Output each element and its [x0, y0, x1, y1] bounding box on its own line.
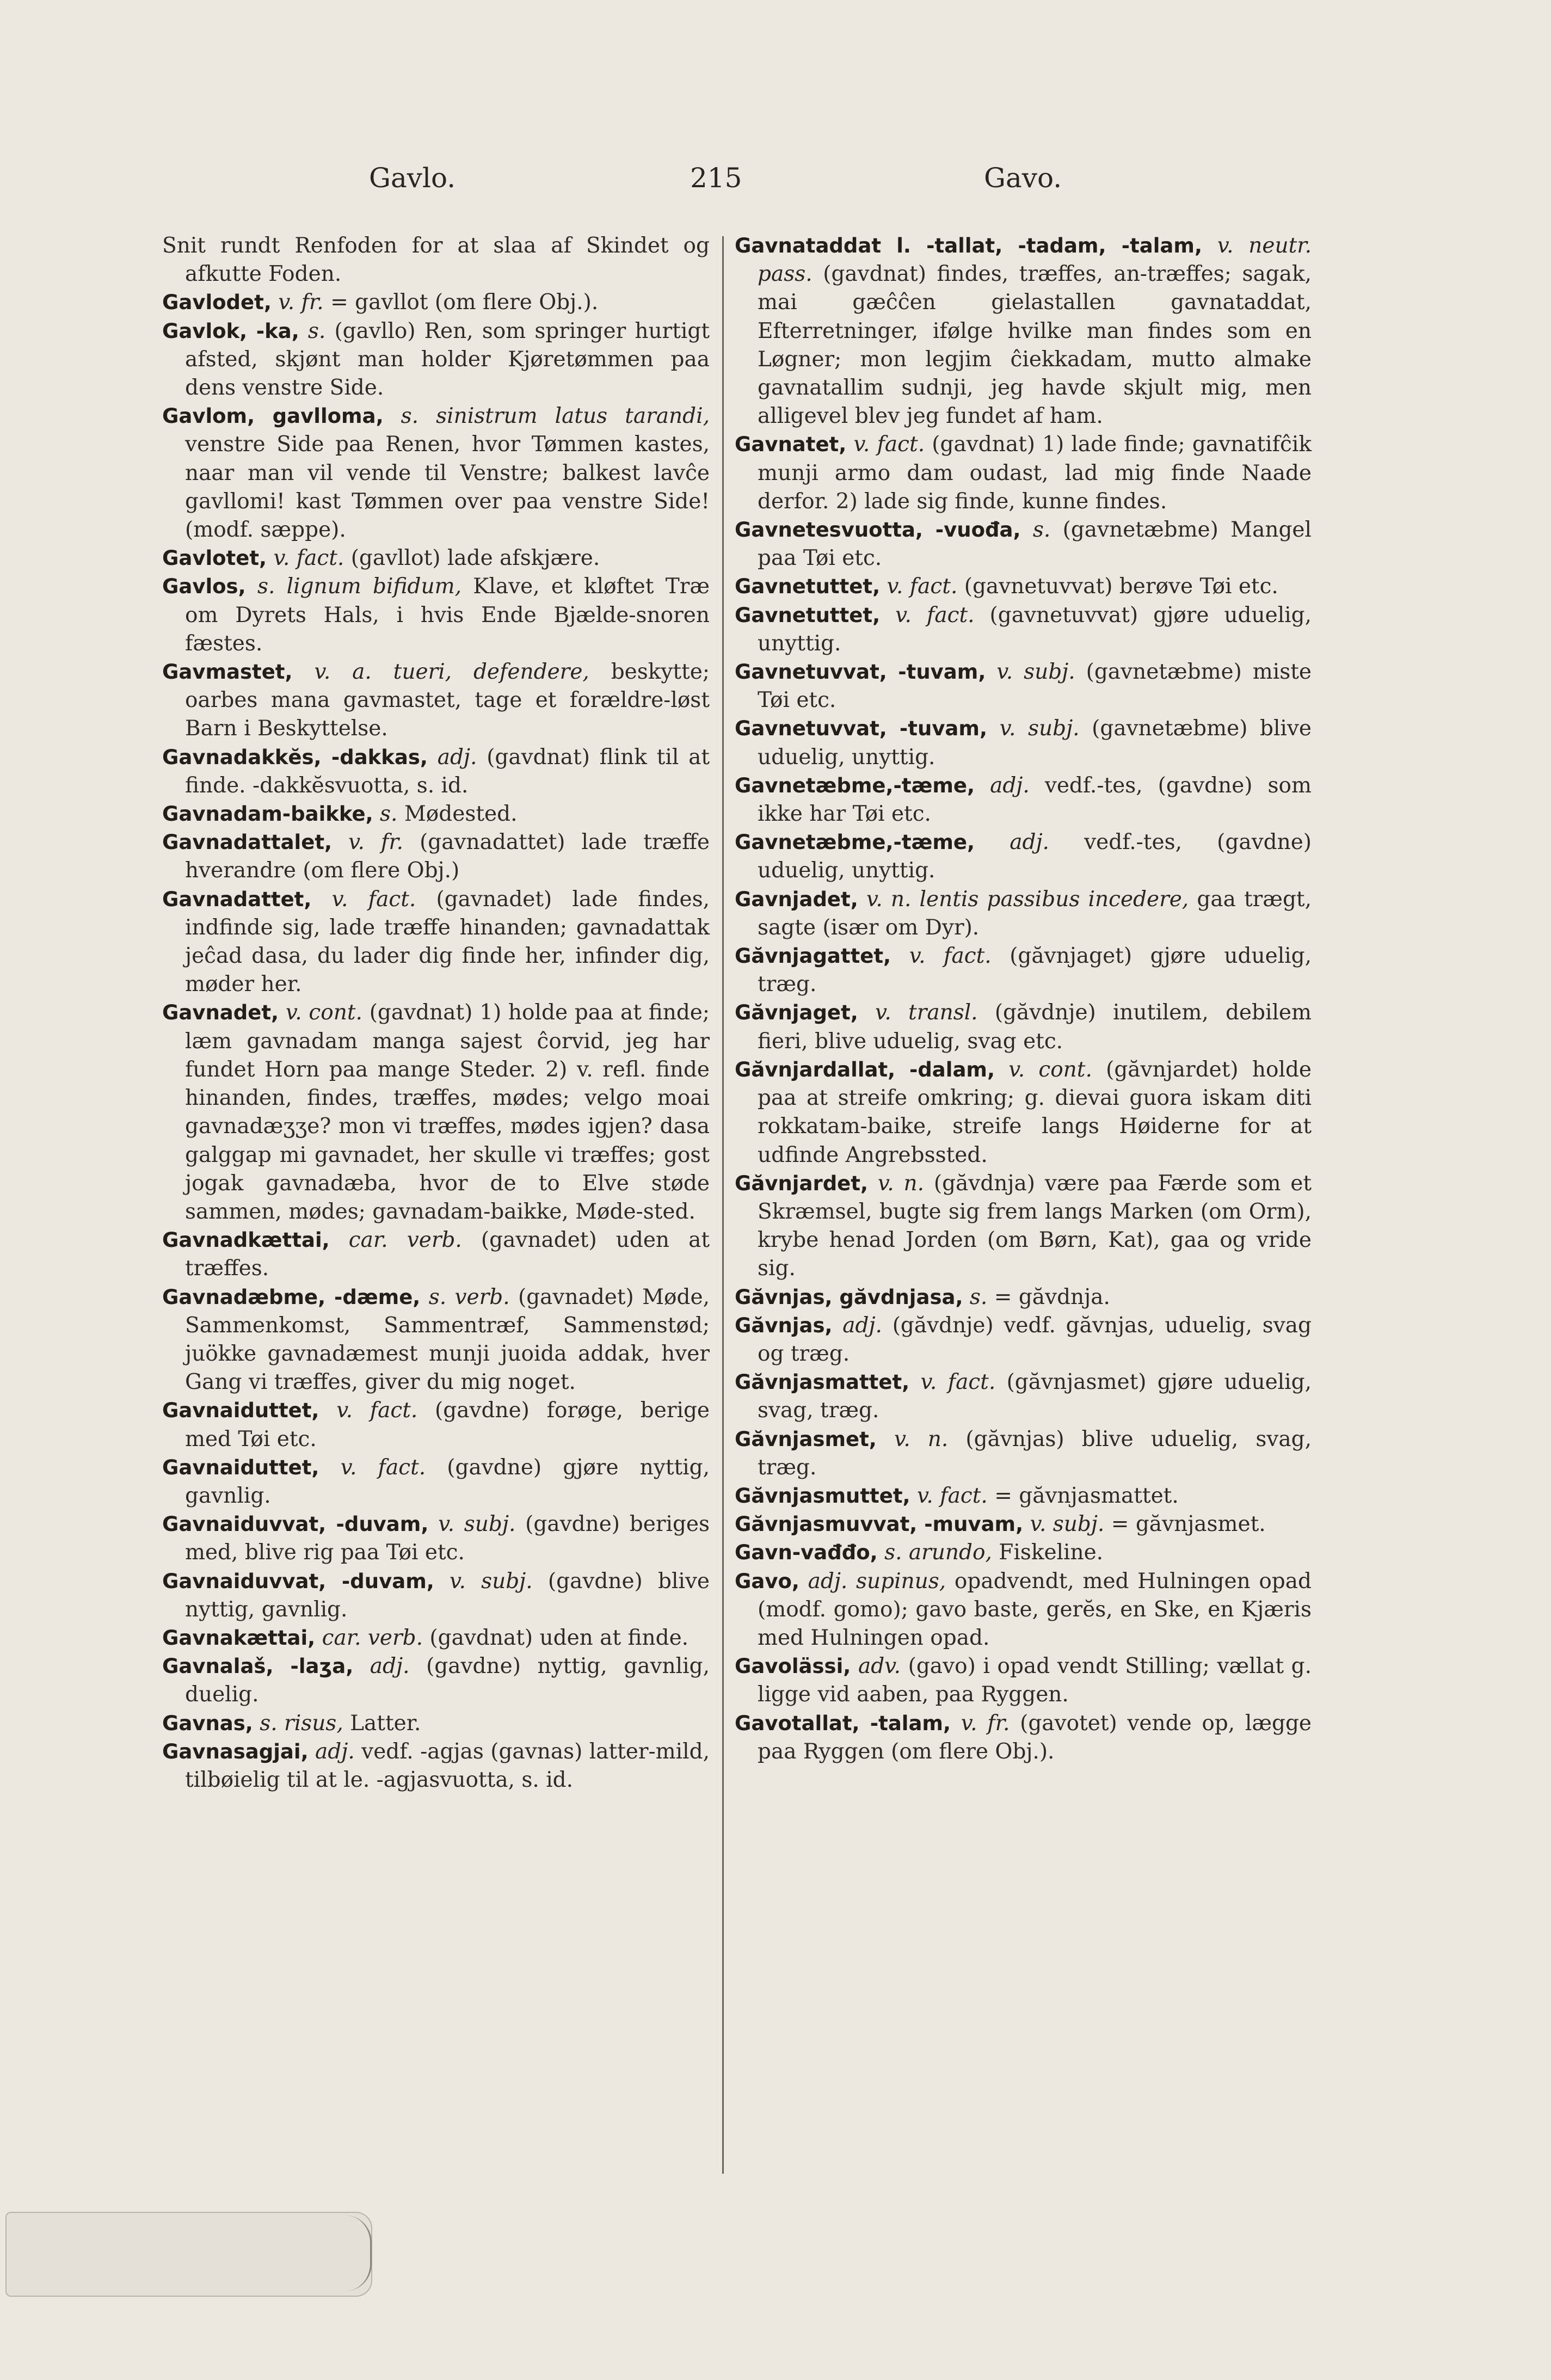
dictionary-entry — [735, 516, 1312, 573]
entry-headword: Găvnjasmattet, — [735, 1370, 910, 1394]
dictionary-entry — [162, 658, 710, 743]
entry-headword: Găvnjaget, — [735, 1001, 858, 1025]
entry-definition: vedf. -agjas (gavnas) latter-mild, tilbøielig til at le. -agjasvuotta, s. id. — [185, 1739, 710, 1792]
entry-headword: Găvnjasmet, — [735, 1427, 877, 1451]
entry-grammar: s. arundo, — [884, 1540, 992, 1565]
entry-definition: (gavdne) nyttig, gavnlig, duelig. — [185, 1654, 710, 1707]
label-bracket — [337, 2215, 372, 2291]
entry-definition: (gavnetæbme) blive uduelig, unyttig. — [758, 716, 1312, 770]
entry-grammar: s. — [969, 1284, 988, 1309]
entry-headword: Gavlotet, — [162, 546, 267, 570]
entry-grammar: v. fact. — [887, 574, 958, 599]
entry-grammar: s. lignum bifidum, — [257, 574, 461, 599]
entry-headword: Gavnasagjai, — [162, 1739, 309, 1763]
entry-grammar: v. fact. — [916, 1483, 988, 1508]
dictionary-entry — [735, 1368, 1312, 1425]
dictionary-entry — [735, 431, 1312, 516]
entry-grammar: adj. supinus, — [808, 1569, 946, 1594]
dictionary-entry — [162, 544, 710, 573]
dictionary-entry — [162, 573, 710, 658]
dictionary-entry — [162, 1652, 710, 1709]
entry-headword: Gavnetesvuotta, -vuođa, — [735, 518, 1021, 542]
entry-grammar: v. transl. — [875, 1000, 978, 1025]
entry-headword: Găvnjagattet, — [735, 944, 891, 968]
entry-headword: Gavnadkættai, — [162, 1228, 330, 1252]
entry-definition: (gavnadet) uden at træffes. — [185, 1228, 710, 1281]
entry-definition: gaa trægt, sagte (især om Dyr). — [758, 887, 1312, 940]
entry-definition: (gavo) i opad vendt Stilling; vællat g. ligge vid aaben, paa Ryggen. — [758, 1654, 1312, 1707]
library-label-stamp — [5, 2212, 372, 2297]
entry-definition: (gavnetuvvat) berøve Tøi etc. — [964, 574, 1278, 599]
entry-grammar: v. cont. — [1008, 1057, 1092, 1082]
entry-headword: Gavlom, gavlloma, — [162, 404, 384, 428]
entry-grammar: v. a. tueri, defendere, — [314, 660, 589, 685]
entry-headword: Gavnaiduvvat, -duvam, — [162, 1512, 429, 1536]
entry-definition: (gavnadet) Møde, Sammenkomst, Sammentræf, Sammenstød; juökke gavnadæmest munji juoida addak, hver Gang vi træffes, giver du mig noget. — [185, 1284, 710, 1395]
column-divider — [722, 236, 724, 2174]
entry-definition: (gavdnat) flink til at finde. -dakkĕsvuotta, s. id. — [185, 745, 710, 798]
entry-definition: (gavdnat) findes, træffes, an-træffes; sagak, mai gæĉĉen gielastallen gavnataddat, Efterretninger, ifølge hvilke man findes som en Løgner; mon legjim ĉiekkadam, mutto almake gavnatallim sudnji, jeg havde skjult mig, men alligevel blev jeg fundet af ham. — [758, 262, 1312, 429]
entry-grammar: v. fact. — [331, 887, 416, 912]
entry-headword: Gavnaiduvvat, -duvam, — [162, 1569, 434, 1593]
entry-definition: (gavdnat) 1) lade finde; gavnatifĉik munji armo dam oudast, lad mig finde Naade derfor. 2) lade sig finde, kunne findes. — [758, 432, 1312, 514]
entry-definition: (gavllo) Ren, som springer hurtigt afsted, skjønt man holder Kjøretømmen paa dens venstre Side. — [185, 318, 710, 401]
dictionary-entry — [735, 1425, 1312, 1482]
dictionary-entry — [162, 1283, 710, 1397]
entry-grammar: adj. — [315, 1739, 355, 1764]
dictionary-entry — [735, 1170, 1312, 1283]
entry-headword: Gavnjadet, — [735, 887, 858, 911]
entry-definition: (gavnetæbme) miste Tøi etc. — [758, 660, 1312, 713]
entry-grammar: v. fr. — [278, 290, 324, 315]
entry-grammar: v. fact. — [920, 1370, 996, 1395]
dictionary-entry — [162, 317, 710, 403]
entry-definition: Klave, et kløftet Træ om Dyrets Hals, i hvis Ende Bjælde-snoren fæstes. — [185, 574, 710, 656]
dictionary-entry — [735, 1283, 1312, 1312]
entry-definition: (gavdne) gjøre nyttig, gavnlig. — [185, 1455, 710, 1508]
entry-headword: Gavnakættai, — [162, 1626, 316, 1650]
entry-grammar: s. — [380, 802, 398, 827]
entry-headword: Gavnadet, — [162, 1001, 279, 1025]
entry-grammar: v. n. lentis passibus incedere, — [866, 887, 1189, 912]
dictionary-entry — [162, 402, 710, 544]
entry-definition: (gavnetæbme) Mangel paa Tøi etc. — [758, 518, 1312, 571]
dictionary-entry — [735, 1652, 1312, 1709]
entry-headword: Gavnetuvvat, -tuvam, — [735, 660, 986, 684]
entry-definition: (găvnjasmet) gjøre uduelig, svag, træg. — [758, 1370, 1312, 1423]
dictionary-entry — [162, 1226, 710, 1283]
entry-headword: Găvnjas, găvdnjasa, — [735, 1285, 963, 1309]
entry-definition: vedf.-tes, (gavdne) uduelig, unyttig. — [758, 830, 1312, 883]
entry-grammar: s. risus, — [260, 1711, 343, 1736]
dictionary-entry — [735, 999, 1312, 1055]
entry-grammar: v. subj. — [450, 1569, 533, 1594]
entry-grammar: adj. — [1010, 830, 1049, 855]
entry-definition: (gavnadattet) lade træffe hverandre (om flere Obj.) — [185, 830, 710, 883]
entry-headword: Gavnadam-baikke, — [162, 802, 373, 826]
entry-definition: Mødested. — [404, 802, 518, 827]
page-header — [0, 159, 1551, 202]
entry-grammar: s. — [1032, 518, 1051, 543]
entry-headword: Gavnetæbme,-tæme, — [735, 773, 975, 797]
entry-headword: Gavnaiduttet, — [162, 1399, 319, 1423]
entry-headword: Gavotallat, -talam, — [735, 1711, 951, 1735]
entry-definition: (gavdnat) uden at finde. — [429, 1625, 689, 1650]
entry-headword: Gavo, — [735, 1569, 799, 1593]
dictionary-entry — [735, 658, 1312, 715]
dictionary-entry — [735, 715, 1312, 771]
entry-headword: Gavnadæbme, -dæme, — [162, 1285, 421, 1309]
entry-definition: (găvdnje) inutilem, debilem fieri, blive uduelig, svag etc. — [758, 1000, 1312, 1054]
entry-grammar: v. fr. — [348, 830, 404, 855]
entry-definition: (gavdnat) 1) holde paa at finde; læm gavnadam manga sajest ĉorvid, jeg har fundet Horn paa mange Steder. 2) v. refl. finde hinanden, findes, træffes, mødes; velgo moai gavnadæʒʒe? mon vi træffes, mødes igjen? dasa galggap mi gavnadet, her skulle vi træffes; gost jogak gavnadæba, hvor de to Elve støde sammen, mødes; gavnadam-baikke, Møde-sted. — [185, 1000, 710, 1224]
dictionary-entry — [162, 1510, 710, 1567]
entry-grammar: s. — [307, 318, 326, 343]
entry-definition: (găvnjas) blive uduelig, svag, træg. — [758, 1426, 1312, 1480]
entry-headword: Gavnadakkĕs, -dakkas, — [162, 745, 428, 769]
entry-grammar: v. n. — [877, 1171, 925, 1196]
right-column — [735, 232, 1312, 1766]
entry-grammar: v. fact. — [853, 432, 925, 457]
entry-definition: venstre Side paa Renen, hvor Tømmen kastes, naar man vil vende til Venstre; balkest lavĉe gavllomi! kast Tømmen over paa venstre Side! (modf. sæppe). — [185, 432, 710, 543]
entry-headword: Gavlodet, — [162, 291, 272, 315]
dictionary-entry — [735, 1709, 1312, 1766]
dictionary-entry — [162, 800, 710, 828]
entry-headword: Gavnetæbme,-tæme, — [735, 831, 975, 854]
dictionary-entry — [162, 232, 710, 288]
header-right-guide-word: Gavo. — [984, 162, 1062, 194]
entry-definition: (găvdnje) vedf. găvnjas, uduelig, svag og træg. — [758, 1313, 1312, 1366]
entry-definition: Fiskeline. — [999, 1540, 1104, 1565]
entry-headword: Gavmastet, — [162, 660, 293, 684]
entry-headword: Gavnataddat l. -tallat, -tadam, -talam, — [735, 234, 1203, 257]
entry-headword: Gavnetuttet, — [735, 575, 881, 599]
dictionary-entry — [162, 1567, 710, 1624]
dictionary-entry — [735, 942, 1312, 999]
entry-definition: = găvnjasmattet. — [994, 1483, 1179, 1508]
dictionary-entry — [735, 828, 1312, 885]
entry-definition: = găvnjasmet. — [1111, 1512, 1266, 1537]
entry-grammar: v. fr. — [961, 1711, 1010, 1736]
dictionary-entry — [162, 743, 710, 800]
entry-grammar: adv. — [858, 1654, 901, 1679]
entry-definition: opadvendt, med Hulningen opad (modf. gomo); gavo baste, gerĕs, en Ske, en Kjæris med Hulningen opad. — [758, 1569, 1312, 1650]
entry-definition: beskytte; oarbes mana gavmastet, tage et forældre-løst Barn i Beskyttelse. — [185, 660, 710, 741]
dictionary-entry — [735, 1567, 1312, 1653]
left-column — [162, 232, 710, 1794]
entry-definition: = găvdnja. — [994, 1284, 1110, 1309]
dictionary-entry — [735, 601, 1312, 658]
entry-definition: (gavnetuvvat) gjøre uduelig, unyttig. — [758, 602, 1312, 656]
entry-grammar: v. fact. — [340, 1455, 426, 1480]
entry-headword: Găvnjardallat, -dalam, — [735, 1057, 995, 1081]
entry-grammar: adj. — [437, 745, 477, 770]
page-number: 215 — [690, 162, 742, 194]
entry-headword: Găvnjardet, — [735, 1171, 869, 1195]
entry-grammar: s. sinistrum latus tarandi, — [401, 404, 710, 429]
dictionary-entry — [162, 885, 710, 999]
dictionary-entry — [735, 232, 1312, 431]
entry-headword: Gavnadattet, — [162, 887, 312, 911]
dictionary-entry — [735, 1510, 1312, 1539]
entry-grammar: v. subj. — [999, 716, 1080, 741]
entry-headword: Gavnetuttet, — [735, 603, 881, 627]
dictionary-entry — [735, 1482, 1312, 1510]
entry-grammar: v. fact. — [336, 1398, 418, 1423]
entry-grammar: v. fact. — [909, 944, 992, 969]
entry-definition: (gavnadet) lade findes, indfinde sig, lade træffe hinanden; gavnadattak jeĉad dasa, du lader dig finde her, infinder dig, møder her. — [185, 887, 710, 997]
entry-definition: (gavotet) vende op, lægge paa Ryggen (om flere Obj.). — [758, 1711, 1312, 1764]
entry-headword: Gavlok, -ka, — [162, 319, 299, 343]
dictionary-entry — [735, 772, 1312, 828]
entry-definition: Latter. — [350, 1711, 421, 1736]
entry-definition: = gavllot (om flere Obj.). — [330, 290, 599, 315]
entry-grammar: v. subj. — [1030, 1512, 1105, 1537]
entry-headword: Gavnas, — [162, 1711, 253, 1735]
dictionary-entry — [162, 1397, 710, 1453]
dictionary-entry — [735, 885, 1312, 942]
entry-grammar: v. cont. — [285, 1000, 362, 1025]
entry-definition: (gavllot) lade afskjære. — [350, 546, 600, 571]
entry-headword: Gavnaiduttet, — [162, 1455, 319, 1479]
entry-grammar: car. verb. — [348, 1228, 462, 1253]
entry-headword: Găvnjasmuvvat, -muvam, — [735, 1512, 1024, 1536]
entry-grammar: adj. — [842, 1313, 882, 1338]
dictionary-entry — [735, 1312, 1312, 1368]
entry-grammar: v. fact. — [895, 602, 975, 628]
entry-definition: vedf.-tes, (gavdne) som ikke har Tøi etc. — [758, 773, 1312, 827]
dictionary-entry — [162, 288, 710, 317]
entry-definition: (găvdnja) være paa Færde som et Skræmsel, bugte sig frem langs Marken (om Orm), krybe henad Jorden (om Børn, Kat), gaa og vride sig. — [758, 1171, 1312, 1281]
entry-definition: (găvnjaget) gjøre uduelig, træg. — [758, 944, 1312, 997]
entry-grammar: v. fact. — [273, 546, 344, 571]
entry-grammar: adj. — [990, 773, 1030, 798]
entry-grammar: v. n. — [894, 1426, 949, 1452]
entry-headword: Gavnatet, — [735, 433, 847, 457]
entry-definition: (gavdne) forøge, berige med Tøi etc. — [185, 1398, 710, 1452]
entry-headword: Găvnjasmuttet, — [735, 1484, 910, 1508]
dictionary-entry — [162, 1709, 710, 1738]
dictionary-entry — [162, 828, 710, 885]
entry-definition: Snit rundt Renfoden for at slaa af Skindet og afkutte Foden. — [162, 233, 710, 287]
entry-definition: (gavdne) blive nyttig, gavnlig. — [185, 1569, 710, 1622]
dictionary-entry — [162, 999, 710, 1226]
dictionary-entry — [162, 1738, 710, 1794]
entry-headword: Gavn-vađđo, — [735, 1541, 878, 1565]
entry-headword: Găvnjas, — [735, 1313, 833, 1337]
entry-grammar: v. subj. — [996, 660, 1075, 685]
entry-headword: Gavnadattalet, — [162, 831, 333, 854]
entry-grammar: s. verb. — [428, 1284, 510, 1309]
entry-headword: Gavnetuvvat, -tuvam, — [735, 717, 988, 741]
entry-headword: Gavlos, — [162, 575, 246, 599]
dictionary-entry — [162, 1624, 710, 1652]
dictionary-entry — [735, 1056, 1312, 1170]
entry-grammar: v. subj. — [438, 1512, 516, 1537]
entry-headword: Gavnalaš, -laʒa, — [162, 1655, 354, 1678]
entry-headword: Gavolässi, — [735, 1655, 851, 1678]
entry-grammar: v. neutr. pass. — [758, 233, 1312, 287]
entry-definition: (gavdne) beriges med, blive rig paa Tøi etc. — [185, 1512, 710, 1565]
entry-definition: (găvnjardet) holde paa at streife omkring; g. dievai guora iskam diti rokkatam-baike, streife langs Høiderne for at udfinde Angrebssted. — [758, 1057, 1312, 1167]
dictionary-entry — [162, 1454, 710, 1510]
entry-grammar: adj. — [370, 1654, 410, 1679]
entry-grammar: car. verb. — [322, 1625, 423, 1650]
header-left-guide-word: Gavlo. — [369, 162, 456, 194]
dictionary-entry — [735, 1539, 1312, 1567]
dictionary-entry — [735, 573, 1312, 601]
